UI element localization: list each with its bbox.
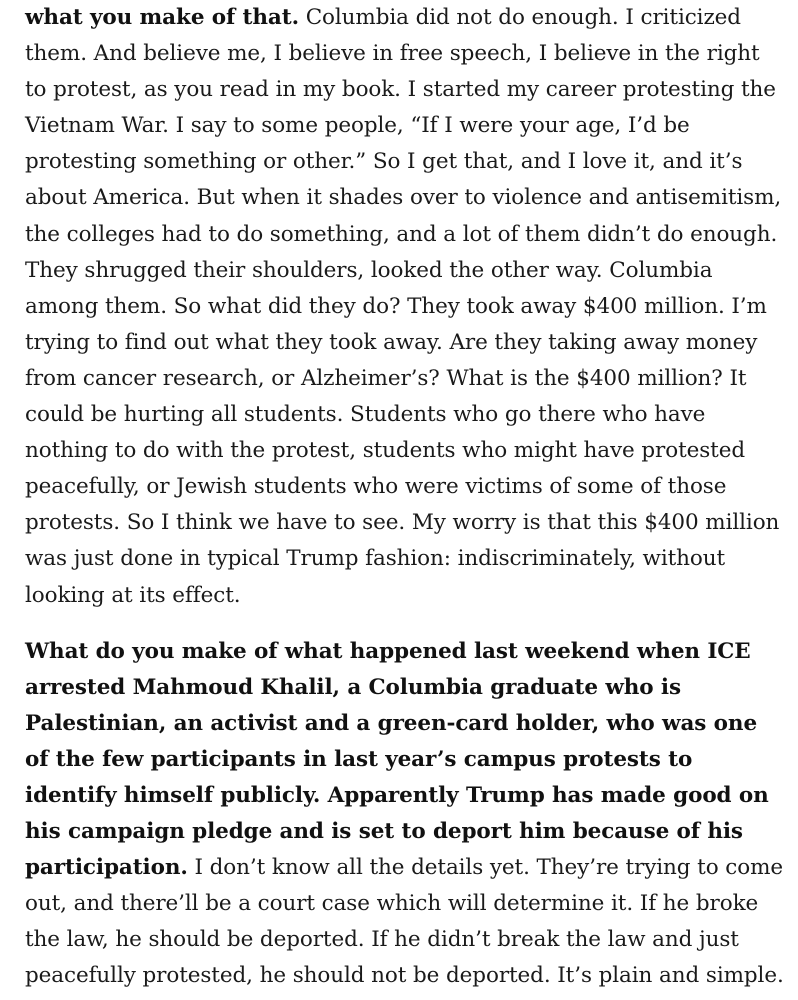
interview-question: What do you make of what happened last weekend when ICE arrested Mahmoud Khalil, a Columbia graduate who is Palestinian, an activist and a green-card holder, who was one of the few participants in last year’s campus protests to identify himself publicly. Apparently Trump has made good on his campaign pledge and is set to deport him because of his participation. — [25, 638, 769, 881]
interview-paragraph-1 — [25, 0, 785, 614]
interview-paragraph-2 — [25, 634, 785, 995]
interview-question: what you make of that. — [25, 5, 299, 30]
article-body — [25, 0, 785, 995]
interview-answer: Columbia did not do enough. I criticized them. And believe me, I believe in free speech, I believe in the right to protest, as you read in my book. I started my career protesting the Vietnam War. I say to some people, “If I were your age, I’d be protesting something or other.” So I get that, and I love it, and it’s about America. But when it shades over to violence and antisemitism, the colleges had to do something, and a lot of them didn’t do enough. They shrugged their shoulders, looked the other way. Columbia among them. So what did they do? They took away $400 million. I’m trying to find out what they took away. Are they taking away money from cancer research, or Alzheimer’s? What is the $400 million? It could be hurting all students. Students who go there who have nothing to do with the protest, students who might have protested peacefully, or Jewish students who were victims of some of those protests. So I think we have to see. My worry is that this $400 million was just done in typical Trump fashion: indiscriminately, without looking at its effect. — [25, 5, 782, 608]
interview-answer: I don’t know all the details yet. They’re trying to come out, and there’ll be a court case which will determine it. If he broke the law, he should be deported. If he didn’t break the law and just peacefully protested, he should not be deported. It’s plain and simple. — [25, 855, 784, 989]
